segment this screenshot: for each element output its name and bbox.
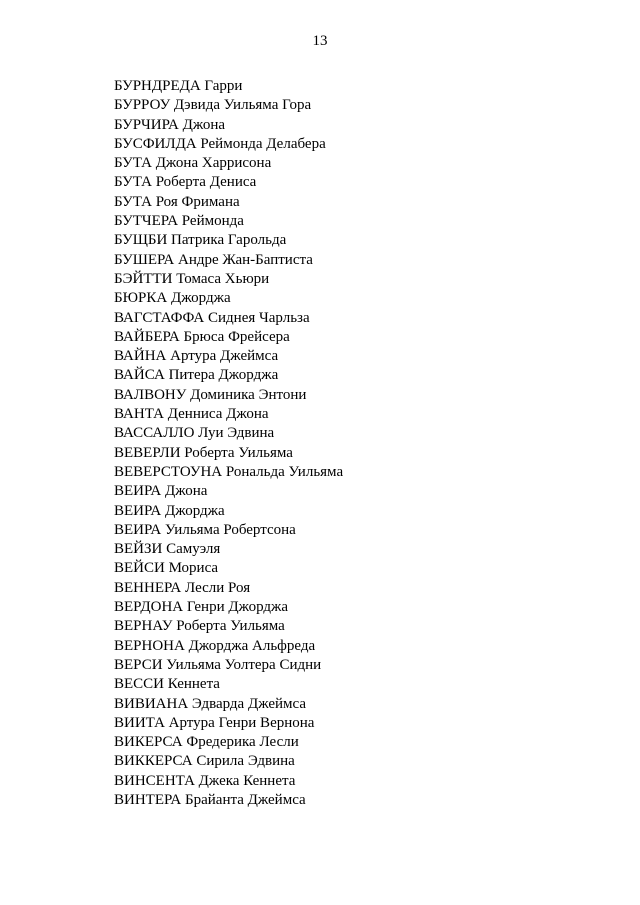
name-entry: ВАГСТАФФА Сиднея Чарльза (114, 309, 310, 326)
name-entry: ВЕЙЗИ Самуэля (114, 541, 221, 558)
name-entry: ВЕРНАУ Роберта Уильяма (114, 618, 285, 635)
name-entry: ВЕРСИ Уильяма Уолтера Сидни (114, 656, 322, 673)
name-entry: ВЕРНОНА Джорджа Альфреда (114, 637, 316, 654)
name-entry: ВИНСЕНТА Джека Кеннета (114, 772, 296, 789)
name-entry: ВИИТА Артура Генри Вернона (114, 714, 315, 731)
name-entry: ВЕННЕРА Лесли Роя (114, 579, 251, 596)
name-entry: ВЕИРА Джона (114, 483, 208, 500)
name-entry: ВЕВЕРСТОУНА Рональда Уильяма (114, 463, 344, 480)
name-entry: ВЕССИ Кеннета (114, 676, 220, 693)
name-entry: ВЕЙСИ Мориса (114, 560, 219, 577)
name-entry: ВЕИРА Джорджа (114, 502, 225, 519)
page-number: 13 (312, 33, 328, 49)
name-entry: БЭЙТТИ Томаса Хьюри (114, 270, 270, 287)
name-entry: БУСФИЛДА Реймонда Делабера (114, 135, 326, 152)
name-entry: ВАЛВОНУ Доминика Энтони (114, 386, 307, 403)
name-entry: БУТА Роя Фримана (114, 193, 240, 210)
name-entry: ВАЙСА Питера Джорджа (114, 367, 279, 384)
name-entry: БУТЧЕРА Реймонда (114, 213, 244, 230)
name-entry: БУРЧИРА Джона (114, 116, 226, 133)
name-entry: ВЕИРА Уильяма Робертсона (114, 521, 296, 538)
name-entry: ВЕРДОНА Генри Джорджа (114, 599, 289, 616)
name-entry: ВИККЕРСА Сирила Эдвина (114, 753, 295, 770)
name-entry: ВАЙБЕРА Брюса Фрейсера (114, 328, 290, 345)
name-entry: ВЕВЕРЛИ Роберта Уильяма (114, 444, 293, 461)
name-entry: ВАЙНА Артура Джеймса (114, 348, 279, 365)
name-entry: ВАССАЛЛО Луи Эдвина (114, 425, 275, 442)
name-entry: ВАНТА Денниса Джона (114, 406, 269, 423)
name-entry: ВИКЕРСА Фредерика Лесли (114, 734, 299, 751)
name-entry: БУРНДРЕДА Гарри (114, 78, 243, 94)
name-entry: БУТА Джона Харрисона (114, 155, 272, 172)
name-entry: БУРРОУ Дэвида Уильяма Гора (114, 97, 312, 114)
name-entry: БУЩБИ Патрика Гарольда (114, 232, 287, 249)
name-entry: БУТА Роберта Дениса (114, 174, 257, 191)
name-list (114, 77, 343, 810)
name-entry: БЮРКА Джорджа (114, 290, 231, 307)
name-entry: ВИВИАНА Эдварда Джеймса (114, 695, 307, 712)
name-entry: ВИНТЕРА Брайанта Джеймса (114, 791, 306, 808)
name-entry: БУШЕРА Андре Жан-Баптиста (114, 251, 313, 268)
